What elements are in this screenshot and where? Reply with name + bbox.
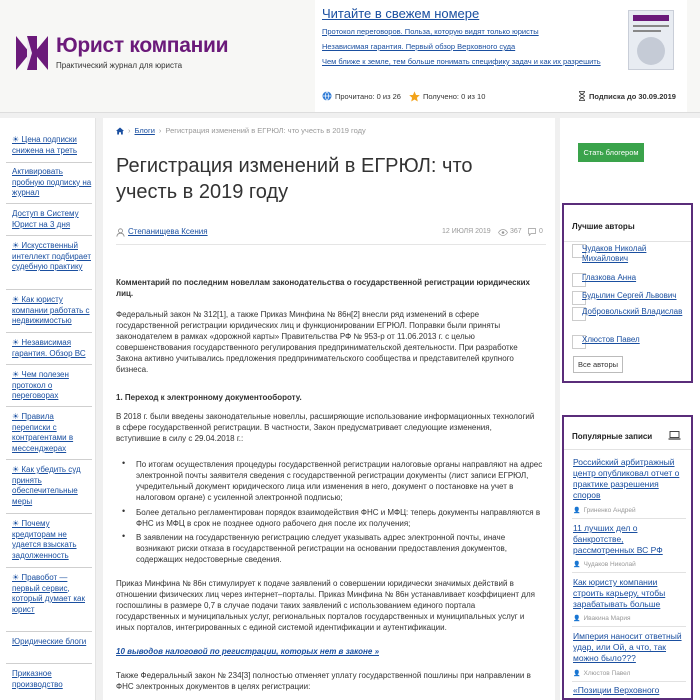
sidebar-link[interactable]: ☀ Правобот — первый сервис, который думает как юрист [12,573,85,614]
article-meta [116,226,546,240]
logo-mark-icon[interactable] [16,36,48,70]
star-icon [409,91,420,102]
sidebar-link[interactable]: ☀ Правила переписки с контрагентами в мессенджерах [12,412,74,453]
popular-post-link[interactable]: Как юристу компании строить карьеру, чтобы зарабатывать больше [573,577,666,609]
popular-divider [572,572,686,573]
author-name-link[interactable]: Хлюстов Павел [582,335,640,344]
user-icon: 👤 [573,671,581,677]
article-list-item: Более детально регламентирован порядок взаимодействия ФНС и МФЦ: теперь документы направляются в ФНС из МФЦ в срок не позднее одного рабочего дня после их получения; [136,508,541,528]
popular-posts-title: Популярные записи [572,432,653,441]
sidebar-divider [6,332,92,333]
laptop-icon [668,431,681,440]
issue-link[interactable]: Протокол переговоров. Польза, которую видят только юристы [322,27,539,36]
sidebar-divider [6,513,92,514]
fresh-issue-title[interactable]: Читайте в свежем номере [322,6,480,21]
issue-link[interactable]: Чем ближе к земле, тем больше понимать специфику задач и как их разрешить [322,57,601,66]
sidebar-link[interactable]: ☀ Почему кредиторам не удается взыскать задолженность [12,519,77,560]
user-icon [116,228,125,237]
popular-post-author-name[interactable]: Чудаков Николай [583,561,636,568]
author-name-link[interactable]: Добровольский Владислав [582,307,683,316]
author-item[interactable] [572,307,688,321]
sidebar-link[interactable]: Активировать пробную подписку на журнал [12,167,92,197]
article-paragraph: В 2018 г. были введены законодательные новеллы, расширяющие использование информационных технологий в сфере государственной регистрации. В частности, Закон предусматривает следующие изменения, вступившие в силу с 29.04.2018 г.: [116,412,535,443]
meta-divider [116,244,546,245]
popular-post-author [573,615,631,622]
popular-post-author-name[interactable]: Ивакина Мария [583,615,631,622]
stat-read [322,91,401,101]
eye-icon [498,229,508,236]
user-icon: 👤 [573,616,581,622]
sidebar-divider [6,406,92,407]
breadcrumb-separator-icon: › [128,126,131,135]
popular-post-link[interactable]: Российский арбитражный центр опубликовал отчет о практике разрешения споров [573,457,680,500]
sidebar-link[interactable]: Доступ в Систему Юрист на 3 дня [12,209,79,229]
stat-received [409,91,485,102]
popular-post-author [573,670,630,677]
sidebar-link[interactable]: ☀ Цена подписки снижена на треть [12,135,77,155]
author-item[interactable] [572,335,688,349]
breadcrumb-current: Регистрация изменений в ЕГРЮЛ: что учесть в 2019 году [165,126,366,135]
box-divider [564,241,691,242]
bullet-icon: • [122,458,126,468]
sidebar-link[interactable]: ☀ Независимая гарантия. Обзор ВС [12,338,86,358]
sidebar-divider [6,289,92,290]
popular-post-link[interactable]: 11 лучших дел о банкротстве, рассмотренных ВС РФ [573,523,663,555]
home-icon[interactable] [116,127,124,135]
hourglass-icon [578,91,586,101]
author-item[interactable] [572,291,688,305]
article-paragraph: Приказ Минфина № 86н стимулирует к подаче заявлений о совершении юридически значимых действий в отношении физических лиц через интернет–порталы. Приказ Минфина № 86н устанавливает коэффициент для госпошлины в размере 0,7 в случае подачи таких заявлений с использованием единого портала государственных и муниципальных услуг, региональных порталов государственных и муниципальных услуг и иных порталов, интегрированных с единой системой идентификации и аутентификации. [116,579,535,632]
article-lead: Комментарий по последним новеллам законодательства о государственной регистрации юридических лиц. [116,278,530,298]
user-icon: 👤 [573,508,581,514]
reading-stats-bar [315,86,687,110]
popular-post-author-name[interactable]: Гриненко Андрей [583,507,636,514]
sidebar-divider [6,567,92,568]
magazine-cover-image[interactable] [628,10,674,70]
logo-title[interactable]: Юрист компании [56,34,229,57]
popular-post-link[interactable]: Империя наносит ответный удар, или Ой, а что, так можно было??? [573,631,682,663]
stat-read-text: Прочитано: 0 из 26 [335,91,401,101]
popular-post-author-name[interactable]: Хлюстов Павел [583,670,631,677]
issue-link[interactable]: Независимая гарантия. Первый обзор Верховного суда [322,42,516,51]
article-paragraph: Федеральный закон № 312[1], а также Приказ Минфина № 86н[2] внесли ряд изменений в сфере государственной регистрации юридических лиц и функционировании ЕГРЮЛ. Поправки были приняты законодателем в рамках «дорожной карты» Правительства РФ № 953-р от 11.06.2013 г. с целью совершенствования государственного регулирования предпринимательской деятельности. При разработке Закона активно учитывались предложения предпринимательского сообщества и представителей крупного бизнеса. [116,310,518,374]
author-item[interactable] [572,273,688,287]
breadcrumb-blogs-link[interactable]: Блоги [134,126,155,135]
sidebar-divider [6,162,92,163]
sidebar-divider [6,631,92,632]
breadcrumb [116,126,366,135]
popular-post-author [573,561,636,568]
best-authors-title: Лучшие авторы [572,222,635,231]
globe-icon [322,91,332,101]
become-blogger-button[interactable]: Стать блогером [578,143,644,162]
breadcrumb-separator-icon: › [158,126,162,135]
popular-divider [572,626,686,627]
comment-icon[interactable] [528,228,536,236]
article-paragraph: Также Федеральный закон № 234[3] полностью отменяет уплату государственной пошлины при направлении в ФНС электронных документов в целях регистрации: [116,671,531,691]
author-name-link[interactable]: Чудаков Николай Михайлович [582,244,647,263]
author-link[interactable]: Степанищева Ксения [128,227,208,236]
sidebar-link[interactable]: Юридические блоги [12,637,87,646]
views-count: 367 [510,228,522,235]
sidebar-link[interactable]: ☀ Как юристу компании работать с недвижимостью [12,295,90,325]
sidebar-link[interactable]: ☀ Как убедить суд принять обеспечительные меры [12,465,81,506]
author-item[interactable] [572,244,688,263]
bullet-icon: • [122,531,126,541]
sidebar-divider [6,235,92,236]
sidebar-link[interactable]: ☀ Искусственный интеллект подбирает судебную практику [12,241,91,271]
stat-subscription [578,91,676,101]
promo-link[interactable]: 10 выводов налоговой по регистрации, которых нет в законе » [116,647,380,656]
bullet-icon: • [122,506,126,516]
sidebar-divider [6,663,92,664]
logo-tagline: Практический журнал для юриста [56,61,183,70]
author-name-link[interactable]: Будылин Сергей Львович [582,291,677,300]
popular-post-link[interactable]: «Позиции Верховного [573,685,660,695]
popular-post-author [573,507,636,514]
user-icon: 👤 [573,562,581,568]
box-divider [564,449,691,450]
publish-date: 12 ИЮЛЯ 2019 [442,228,491,235]
article-section-heading: 1. Переход к электронному документообороту. [116,393,302,402]
sidebar-divider [6,203,92,204]
popular-divider [572,518,686,519]
article-list-item: По итогам осуществления процедуры государственной регистрации налоговые органы направляют на адрес электронной почты заявителя сведения с государственной регистрации документы (лист записи ЕГРЮЛ, учредительный документ юридического лица или изменения в него, документ о постановке на учет в налоговом органе) с усиленной электронной подписью; [136,460,543,502]
stat-received-text: Получено: 0 из 10 [423,92,486,101]
comments-count: 0 [539,228,543,235]
sidebar-divider [6,364,92,365]
sidebar-divider [6,459,92,460]
all-authors-button[interactable]: Все авторы [573,356,623,373]
popular-divider [572,681,686,682]
article-list-item: В заявлении на государственную регистрацию следует указывать адрес электронной почты, иначе возникают риски отказа в государственной регистрации на основании предоставления документов, содержащих недостоверные сведения. [136,533,508,564]
page-title: Регистрация изменений в ЕГРЮЛ: что учесть в 2019 году [116,155,473,203]
stat-subscription-text: Подписка до 30.09.2019 [589,91,676,101]
sidebar-link[interactable]: ☀ Чем полезен протокол о переговорах [12,370,69,400]
sidebar-link[interactable]: Приказное производство [12,669,63,689]
author-name-link[interactable]: Глазкова Анна [582,273,637,282]
